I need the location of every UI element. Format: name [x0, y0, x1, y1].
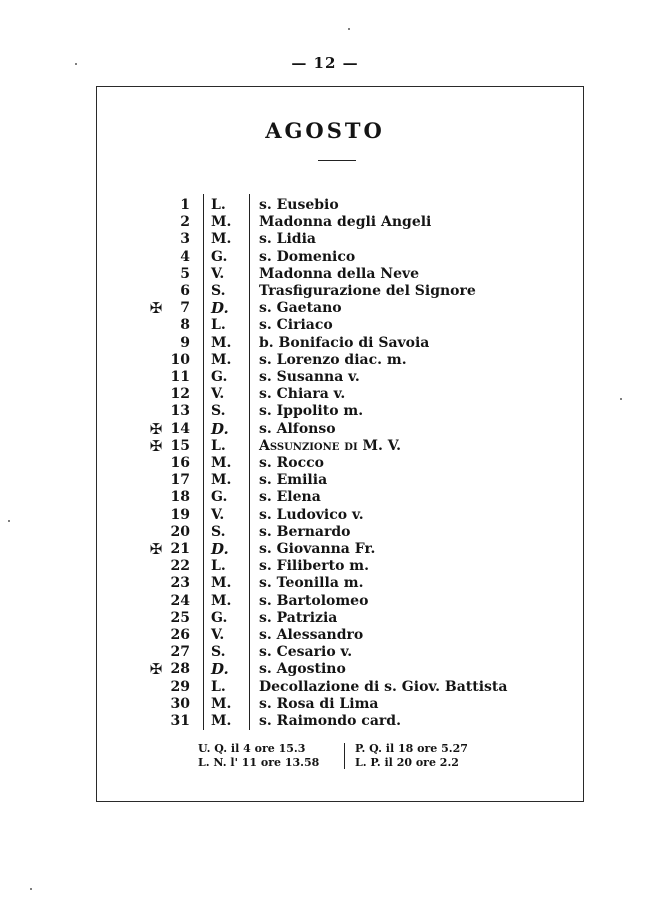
weekday-abbrev: D. [211, 540, 229, 558]
day-number: 8 [180, 317, 190, 334]
print-speck [8, 520, 10, 522]
day-row [140, 575, 540, 592]
day-row [140, 403, 540, 420]
cross-icon: ✠ [149, 436, 163, 455]
day-number: 29 [170, 678, 190, 695]
day-number: 10 [170, 351, 190, 368]
day-row [140, 352, 540, 369]
day-number: 3 [180, 231, 190, 248]
day-row [140, 283, 540, 300]
saint-name: Madonna della Neve [259, 265, 420, 282]
print-speck [348, 28, 350, 30]
day-row [140, 489, 540, 506]
title-rule [318, 160, 356, 161]
saint-name: s. Chiara v. [259, 386, 346, 403]
day-row [140, 249, 540, 266]
saint-name: Assunzione di M. V. [259, 437, 402, 454]
print-speck [75, 63, 77, 65]
day-number: 9 [180, 334, 190, 351]
day-row [140, 558, 540, 575]
saint-name: b. Bonifacio di Savoia [259, 334, 430, 351]
weekday-abbrev: G. [211, 609, 228, 626]
saint-name: s. Giovanna Fr. [259, 541, 376, 557]
day-row [140, 438, 540, 455]
weekday-abbrev: S. [211, 644, 226, 661]
saint-name: s. Susanna v. [259, 369, 360, 385]
day-row [140, 696, 540, 713]
day-number: 28 [170, 661, 190, 678]
day-row [140, 266, 540, 283]
day-number: 23 [170, 575, 190, 592]
saint-name: s. Eusebio [259, 197, 339, 213]
day-row [140, 524, 540, 541]
saint-name: s. Ciriaco [259, 317, 333, 334]
moon-phase-last-quarter: U. Q. il 4 ore 15.3 [198, 742, 306, 755]
day-row [140, 679, 540, 696]
cross-icon: ✠ [149, 419, 163, 438]
weekday-abbrev: D. [211, 660, 229, 679]
weekday-abbrev: L. [211, 197, 226, 213]
print-speck [620, 398, 622, 400]
weekday-abbrev: V. [211, 265, 225, 282]
weekday-abbrev: V. [211, 386, 225, 403]
weekday-abbrev: G. [211, 489, 228, 506]
day-number: 19 [170, 506, 190, 523]
day-number: 24 [170, 592, 190, 609]
day-number: 31 [170, 713, 190, 729]
saint-name: s. Teonilla m. [259, 575, 364, 592]
saint-name: s. Bernardo [259, 523, 351, 540]
day-number: 13 [170, 403, 190, 420]
day-row [140, 386, 540, 403]
saint-name: s. Cesario v. [259, 644, 353, 661]
day-number: 22 [170, 558, 190, 575]
weekday-abbrev: V. [211, 627, 225, 643]
day-row [140, 644, 540, 661]
weekday-abbrev: L. [211, 437, 226, 454]
weekday-abbrev: M. [211, 592, 232, 609]
day-row [140, 455, 540, 472]
moon-phase-first-quarter: P. Q. il 18 ore 5.27 [355, 742, 468, 755]
day-number: 30 [170, 695, 190, 712]
day-row [140, 507, 540, 524]
weekday-abbrev: M. [211, 713, 232, 729]
weekday-abbrev: L. [211, 678, 226, 695]
saint-name: s. Rocco [259, 455, 324, 471]
weekday-abbrev: M. [211, 575, 232, 592]
day-row [140, 197, 540, 214]
weekday-abbrev: M. [211, 695, 232, 712]
weekday-abbrev: M. [211, 455, 232, 471]
weekday-abbrev: G. [211, 369, 228, 385]
day-row [140, 369, 540, 386]
saint-name: s. Lidia [259, 231, 316, 248]
day-number: 25 [170, 609, 190, 626]
day-number: 20 [170, 523, 190, 540]
day-number: 14 [170, 420, 190, 437]
moon-phases-left [198, 742, 319, 770]
weekday-abbrev: S. [211, 523, 226, 540]
day-number: 4 [180, 248, 190, 265]
day-number: 7 [180, 300, 190, 317]
cross-icon: ✠ [149, 540, 163, 558]
day-number: 26 [170, 627, 190, 643]
weekday-abbrev: M. [211, 214, 232, 231]
day-row [140, 421, 540, 438]
day-row [140, 335, 540, 352]
saint-name: Madonna degli Angeli [259, 214, 432, 231]
day-row [140, 627, 540, 644]
day-row [140, 661, 540, 678]
weekday-abbrev: G. [211, 248, 228, 265]
weekday-abbrev: S. [211, 283, 226, 299]
day-row [140, 541, 540, 558]
saint-name: s. Filiberto m. [259, 558, 369, 575]
saint-name: Trasfigurazione del Signore [259, 283, 476, 299]
day-row [140, 593, 540, 610]
saint-name: s. Lorenzo diac. m. [259, 351, 407, 368]
weekday-abbrev: M. [211, 351, 232, 368]
day-number: 5 [180, 265, 190, 282]
saint-name: s. Alessandro [259, 627, 364, 643]
moon-phase-divider [344, 743, 345, 769]
weekday-abbrev: D. [211, 419, 229, 438]
day-number: 11 [170, 369, 190, 385]
weekday-abbrev: D. [211, 299, 229, 318]
saint-name: s. Patrizia [259, 609, 338, 626]
day-number: 1 [180, 197, 190, 213]
weekday-abbrev: V. [211, 506, 225, 523]
month-title: AGOSTO [265, 118, 385, 143]
day-number: 6 [180, 283, 190, 299]
day-number: 18 [170, 489, 190, 506]
day-row [140, 713, 540, 730]
day-row [140, 317, 540, 334]
page-number: — 12 — [291, 54, 359, 72]
day-row [140, 300, 540, 317]
saint-name: s. Alfonso [259, 420, 336, 437]
day-number: 16 [170, 455, 190, 471]
day-number: 15 [170, 437, 190, 454]
cross-icon: ✠ [149, 660, 163, 679]
weekday-abbrev: L. [211, 558, 226, 575]
weekday-abbrev: L. [211, 317, 226, 334]
saint-name: s. Elena [259, 489, 321, 506]
saint-name: s. Domenico [259, 248, 356, 265]
day-row [140, 231, 540, 248]
saint-name: s. Agostino [259, 661, 346, 678]
saint-name: s. Rosa di Lima [259, 695, 379, 712]
day-number: 17 [170, 472, 190, 489]
saint-name: Decollazione di s. Giov. Battista [259, 678, 508, 695]
day-row [140, 610, 540, 627]
weekday-abbrev: S. [211, 403, 226, 420]
saint-name: s. Gaetano [259, 300, 342, 317]
day-row [140, 472, 540, 489]
day-row [140, 214, 540, 231]
cross-icon: ✠ [149, 299, 163, 318]
day-number: 12 [170, 386, 190, 403]
day-number: 2 [180, 214, 190, 231]
print-speck [30, 888, 32, 890]
saint-name: s. Ludovico v. [259, 506, 364, 523]
moon-phase-full-moon: L. P. il 20 ore 2.2 [355, 756, 459, 769]
weekday-abbrev: M. [211, 472, 232, 489]
weekday-abbrev: M. [211, 334, 232, 351]
weekday-abbrev: M. [211, 231, 232, 248]
saint-name: s. Ippolito m. [259, 403, 364, 420]
moon-phases-right [355, 742, 468, 770]
saint-name: s. Bartolomeo [259, 592, 369, 609]
saint-name: s. Emilia [259, 472, 328, 489]
saint-name: s. Raimondo card. [259, 713, 401, 729]
moon-phase-new-moon: L. N. l' 11 ore 13.58 [198, 756, 320, 769]
day-number: 27 [170, 644, 190, 661]
day-number: 21 [170, 541, 190, 557]
